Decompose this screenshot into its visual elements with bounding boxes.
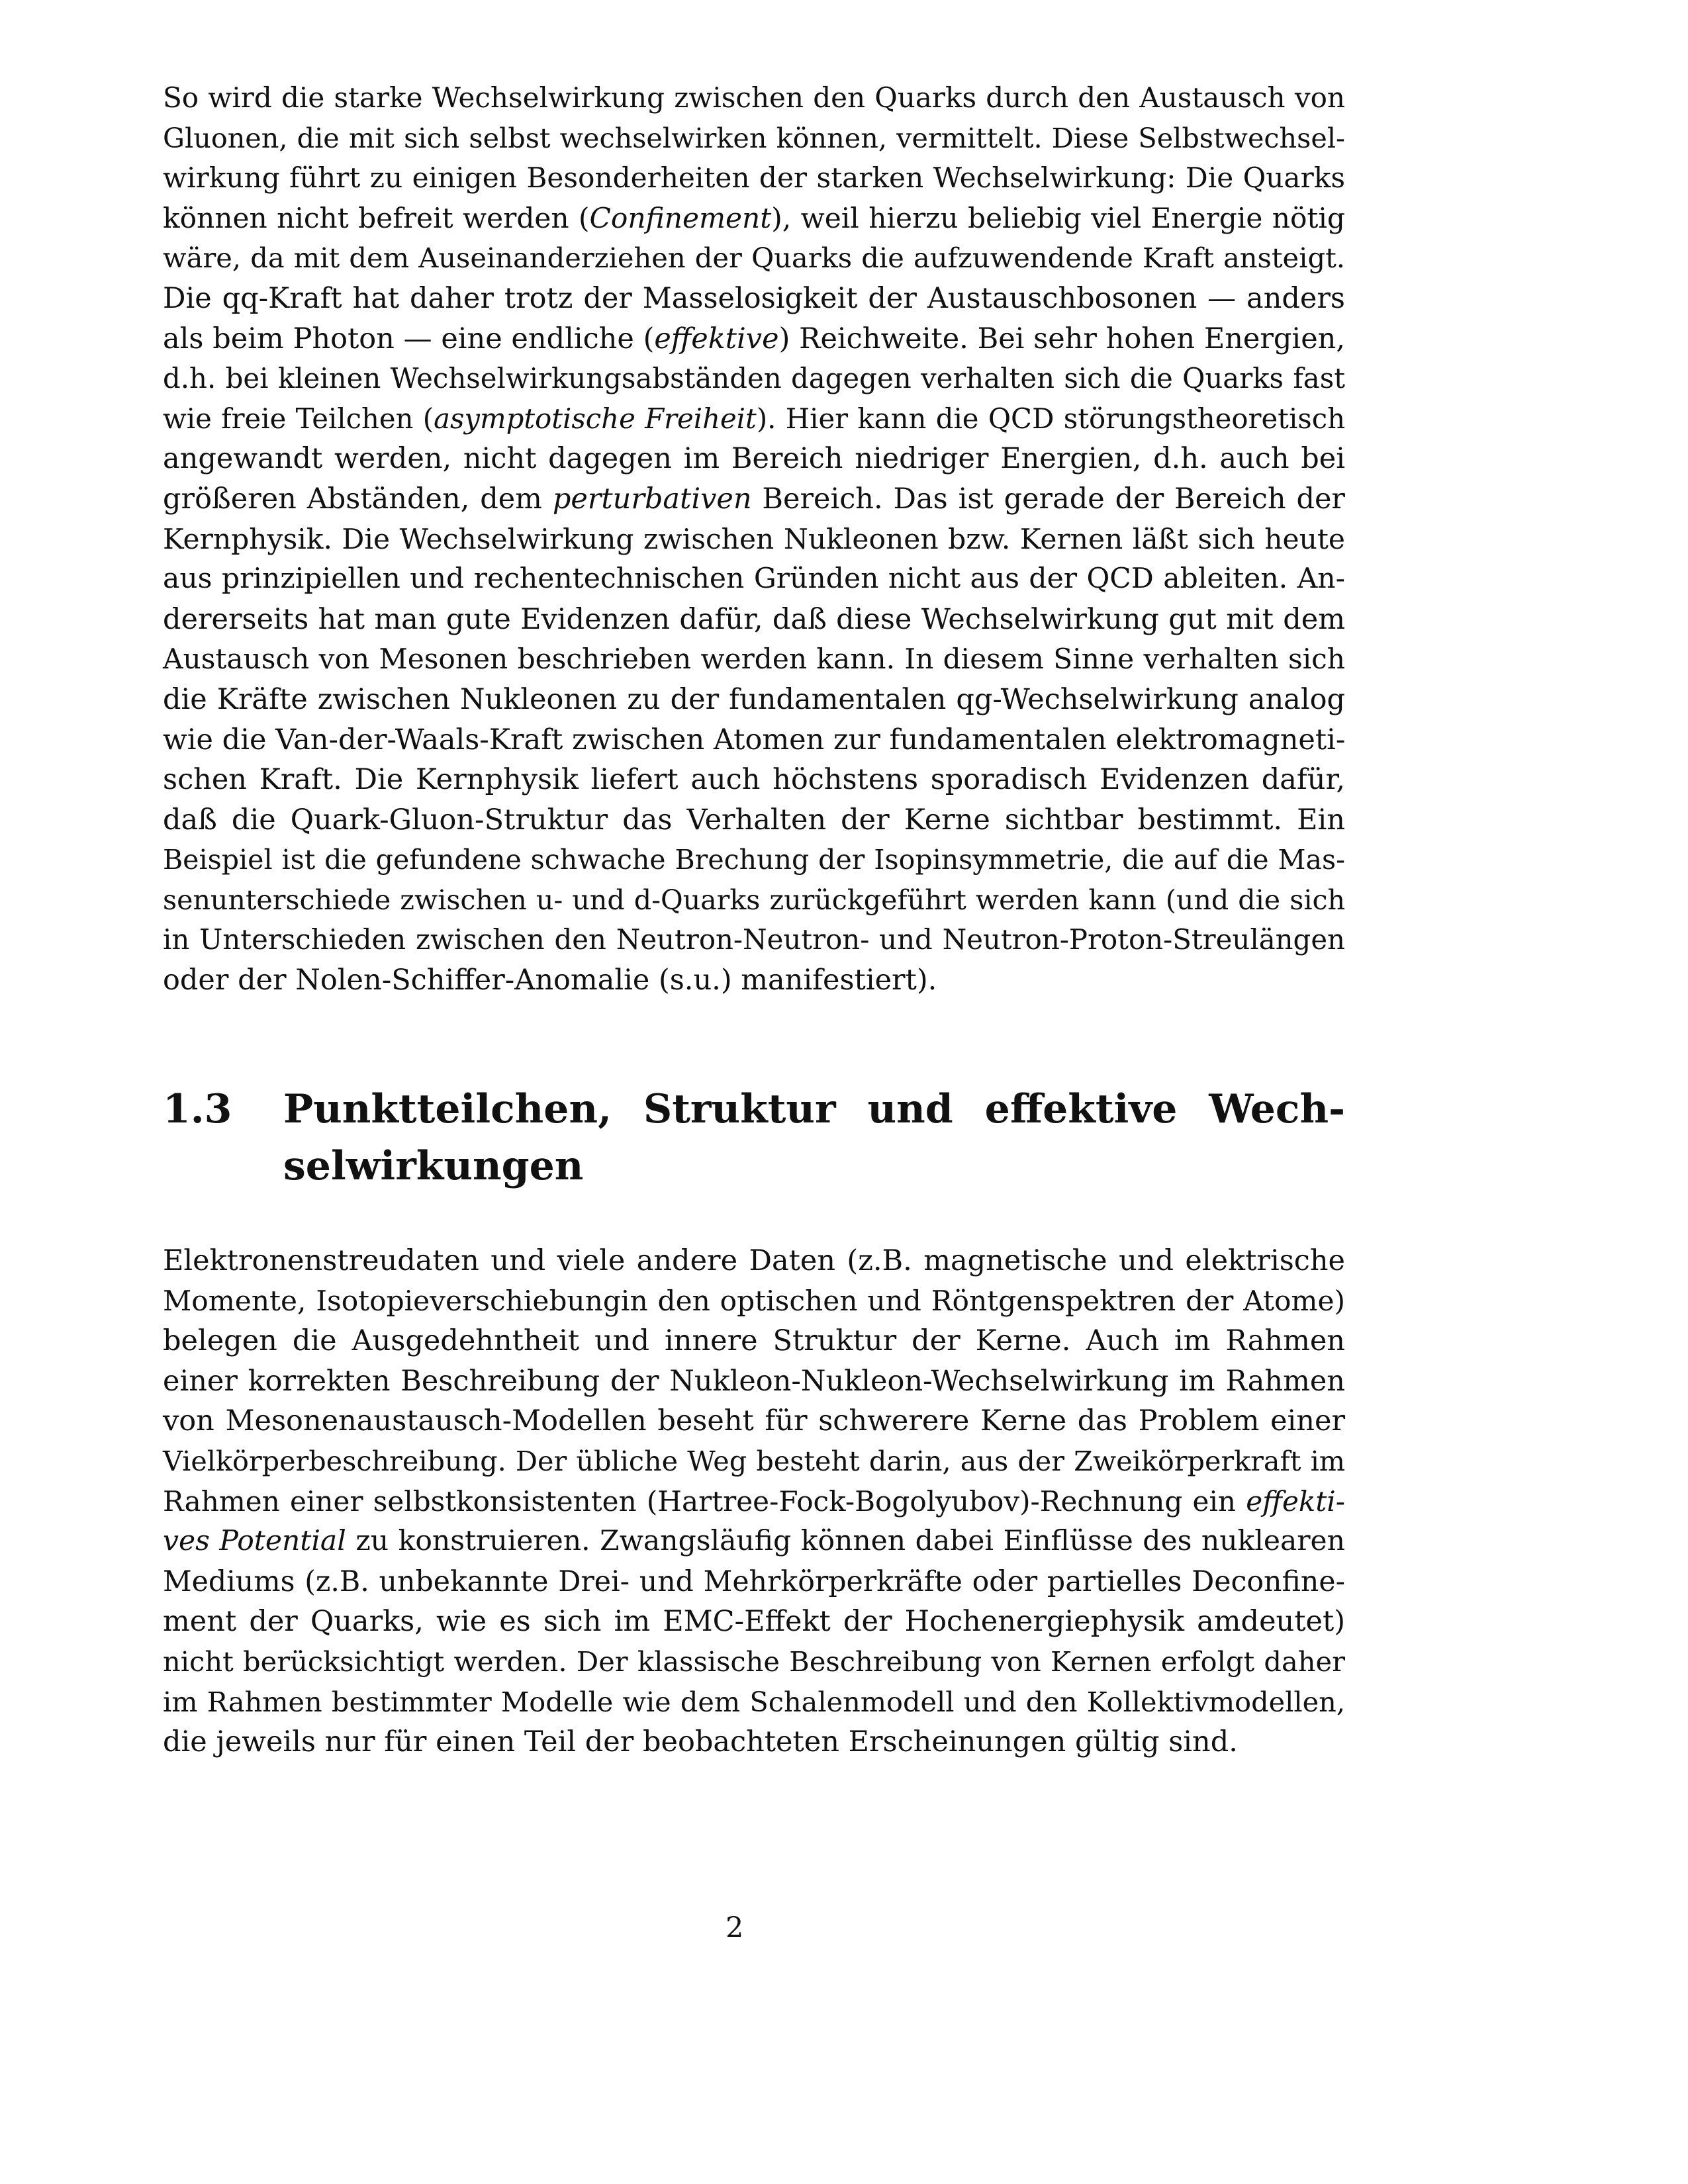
emphasis: perturbativen <box>552 482 752 516</box>
text-line: aus prinzipiellen und rechentechnischen Gründen nicht aus der QCD ableiten. An- <box>163 563 1345 596</box>
text-line: in Unterschieden zwischen den Neutron-Neutron- und Neutron-Proton-Streulängen <box>163 923 1345 956</box>
emphasis: effekti- <box>1246 1484 1345 1518</box>
text-line: Beispiel ist die gefundene schwache Brechung der Isopinsymmetrie, die auf die Mas- <box>163 844 1345 876</box>
text-line: wirkung führt zu einigen Besonderheiten der starken Wechselwirkung: Die Quarks <box>163 161 1345 195</box>
page-number: 2 <box>726 1911 744 1944</box>
text-line: belegen die Ausgedehntheit und innere Struktur der Kerne. Auch im Rahmen <box>163 1324 1345 1358</box>
text-line: d.h. bei kleinen Wechselwirkungsabständen dagegen verhalten sich die Quarks fast <box>163 362 1345 395</box>
text-line: als beim Photon — eine endliche (effektive) Reichweite. Bei sehr hohen Energien, <box>163 322 1345 355</box>
text-line: größeren Abständen, dem perturbativen Bereich. Das ist gerade der Bereich der <box>163 482 1345 516</box>
text-line: die Kräfte zwischen Nukleonen zu der fundamentalen qg-Wechselwirkung analog <box>163 682 1345 716</box>
text-line: ves Potential zu konstruieren. Zwangsläufig können dabei Einflüsse des nuklearen <box>163 1525 1345 1558</box>
text-line: Elektronenstreudaten und viele andere Daten (z.B. magnetische und elektrische <box>163 1244 1345 1277</box>
text-line: Gluonen, die mit sich selbst wechselwirken können, vermittelt. Diese Selbstwechsel- <box>163 122 1345 154</box>
section-number: 1.3 <box>163 1086 232 1132</box>
emphasis: asymptotische Freiheit <box>434 402 757 435</box>
section-title <box>283 1081 1345 1195</box>
text-line: die jeweils nur für einen Teil der beobachteten Erscheinungen gültig sind. <box>163 1725 1238 1759</box>
text-line: Austausch von Mesonen beschrieben werden kann. In diesem Sinne verhalten sich <box>163 643 1345 676</box>
emphasis: effektive <box>654 322 779 355</box>
text-line: senunterschiede zwischen u- und d-Quarks zurückgeführt werden kann (und die sich <box>163 884 1345 916</box>
paragraph-structure <box>163 1241 1345 1762</box>
text-line: nicht berücksichtigt werden. Der klassische Beschreibung von Kernen erfolgt daher <box>163 1645 1345 1678</box>
text-line: im Rahmen bestimmter Modelle wie dem Schalenmodell und den Kollektivmodellen, <box>163 1686 1345 1718</box>
text-line: So wird die starke Wechselwirkung zwischen den Quarks durch den Austausch von <box>163 81 1345 114</box>
emphasis: Confinement <box>589 201 772 234</box>
text-line: Mediums (z.B. unbekannte Drei- und Mehrkörperkräfte oder partielles Deconfine- <box>163 1565 1345 1598</box>
text-line: oder der Nolen-Schiffer-Anomalie (s.u.) manifestiert). <box>163 964 937 997</box>
text-line: Vielkörperbeschreibung. Der übliche Weg besteht darin, aus der Zweikörperkraft im <box>163 1445 1345 1477</box>
text-line: schen Kraft. Die Kernphysik liefert auch höchstens sporadisch Evidenzen dafür, <box>163 763 1345 797</box>
text-line: ment der Quarks, wie es sich im EMC-Effekt der Hochenergiephysik amdeutet) <box>163 1605 1345 1639</box>
text-line: wie die Van-der-Waals-Kraft zwischen Atomen zur fundamentalen elektromagneti- <box>163 723 1346 756</box>
text-line: einer korrekten Beschreibung der Nukleon-Nukleon-Wechselwirkung im Rahmen <box>163 1364 1345 1398</box>
text-line: Momente, Isotopieverschiebungin den optischen und Röntgenspektren der Atome) <box>163 1284 1345 1317</box>
text-line: Die qq-Kraft hat daher trotz der Masselosigkeit der Austauschbosonen — anders <box>163 281 1345 315</box>
text-line: angewandt werden, nicht dagegen im Bereich niedriger Energien, d.h. auch bei <box>163 442 1345 476</box>
text-line: wäre, da mit dem Auseinanderziehen der Quarks die aufzuwendende Kraft ansteigt. <box>163 242 1345 275</box>
emphasis: ves Potential <box>163 1525 346 1558</box>
text-line: können nicht befreit werden (Confinement), weil hierzu beliebig viel Energie nötig <box>163 201 1345 234</box>
section-title-line: Punktteilchen, Struktur und effektive Wech- <box>283 1086 1345 1132</box>
text-line: daß die Quark-Gluon-Struktur das Verhalten der Kerne sichtbar bestimmt. Ein <box>163 803 1345 837</box>
text-line: Kernphysik. Die Wechselwirkung zwischen Nukleonen bzw. Kernen läßt sich heute <box>163 522 1345 555</box>
section-title-line: selwirkungen <box>283 1143 584 1189</box>
text-line: dererseits hat man gute Evidenzen dafür, daß diese Wechselwirkung gut mit dem <box>163 602 1345 636</box>
text-line: von Mesonenaustausch-Modellen beseht für schwerere Kerne das Problem einer <box>163 1404 1345 1438</box>
text-line: wie freie Teilchen (asymptotische Freiheit). Hier kann die QCD störungstheoretisch <box>163 402 1346 435</box>
text-line: Rahmen einer selbstkonsistenten (Hartree-Fock-Bogolyubov)-Rechnung ein effekti- <box>163 1484 1345 1518</box>
paragraph-confinement <box>163 78 1345 1001</box>
